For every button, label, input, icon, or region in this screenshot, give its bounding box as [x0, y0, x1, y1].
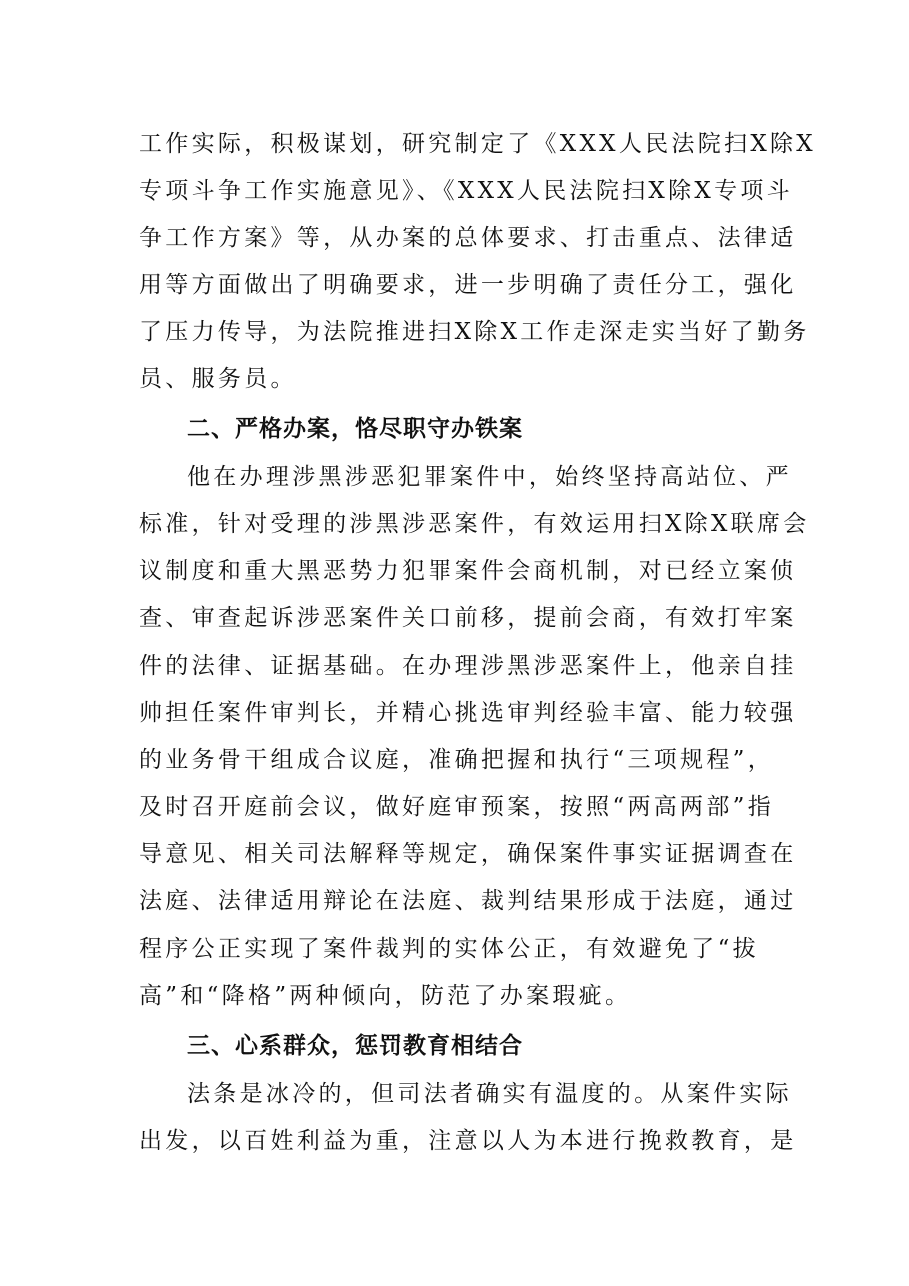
body-line: 导意见、相关司法解释等规定，确保案件事实证据调查在 [139, 841, 797, 867]
body-line: 查、审查起诉涉恶案件关口前移，提前会商，有效打牢案 [139, 605, 797, 631]
body-line: 工作实际，积极谋划，研究制定了《XXX人民法院扫X除X [139, 131, 816, 157]
body-line: 的业务骨干组成合议庭，准确把握和执行“三项规程”， [139, 747, 775, 773]
body-line: 法条是冰冷的，但司法者确实有温度的。从案件实际 [187, 1081, 792, 1107]
body-line: 帅担任案件审判长，并精心挑选审判经验丰富、能力较强 [139, 700, 797, 726]
body-line: 高”和“降格”两种倾向，防范了办案瑕疵。 [139, 983, 632, 1009]
body-line: 争工作方案》等，从办案的总体要求、打击重点、法律适 [139, 225, 797, 251]
body-line: 及时召开庭前会议，做好庭审预案，按照“两高两部”指 [139, 794, 775, 820]
body-line: 程序公正实现了案件裁判的实体公正，有效避免了“拔 [139, 936, 759, 962]
body-line: 专项斗争工作实施意见》、《XXX人民法院扫X除X专项斗 [139, 178, 793, 204]
section-heading-3: 三、心系群众，惩罚教育相结合 [187, 1033, 523, 1059]
body-line: 用等方面做出了明确要求，进一步明确了责任分工，强化 [139, 272, 797, 298]
body-line: 他在办理涉黑涉恶犯罪案件中，始终坚持高站位、严 [187, 464, 792, 490]
body-line: 员、服务员。 [139, 366, 297, 392]
body-line: 法庭、法律适用辩论在法庭、裁判结果形成于法庭，通过 [139, 888, 797, 914]
body-line: 出发，以百姓利益为重，注意以人为本进行挽救教育，是 [139, 1128, 797, 1154]
section-heading-2: 二、严格办案，恪尽职守办铁案 [187, 416, 523, 442]
body-line: 标准，针对受理的涉黑涉恶案件，有效运用扫X除X联席会 [139, 511, 810, 537]
body-line: 件的法律、证据基础。在办理涉黑涉恶案件上，他亲自挂 [139, 653, 797, 679]
body-line: 了压力传导，为法院推进扫X除X工作走深走实当好了勤务 [139, 319, 810, 345]
body-line: 议制度和重大黑恶势力犯罪案件会商机制，对已经立案侦 [139, 558, 797, 584]
